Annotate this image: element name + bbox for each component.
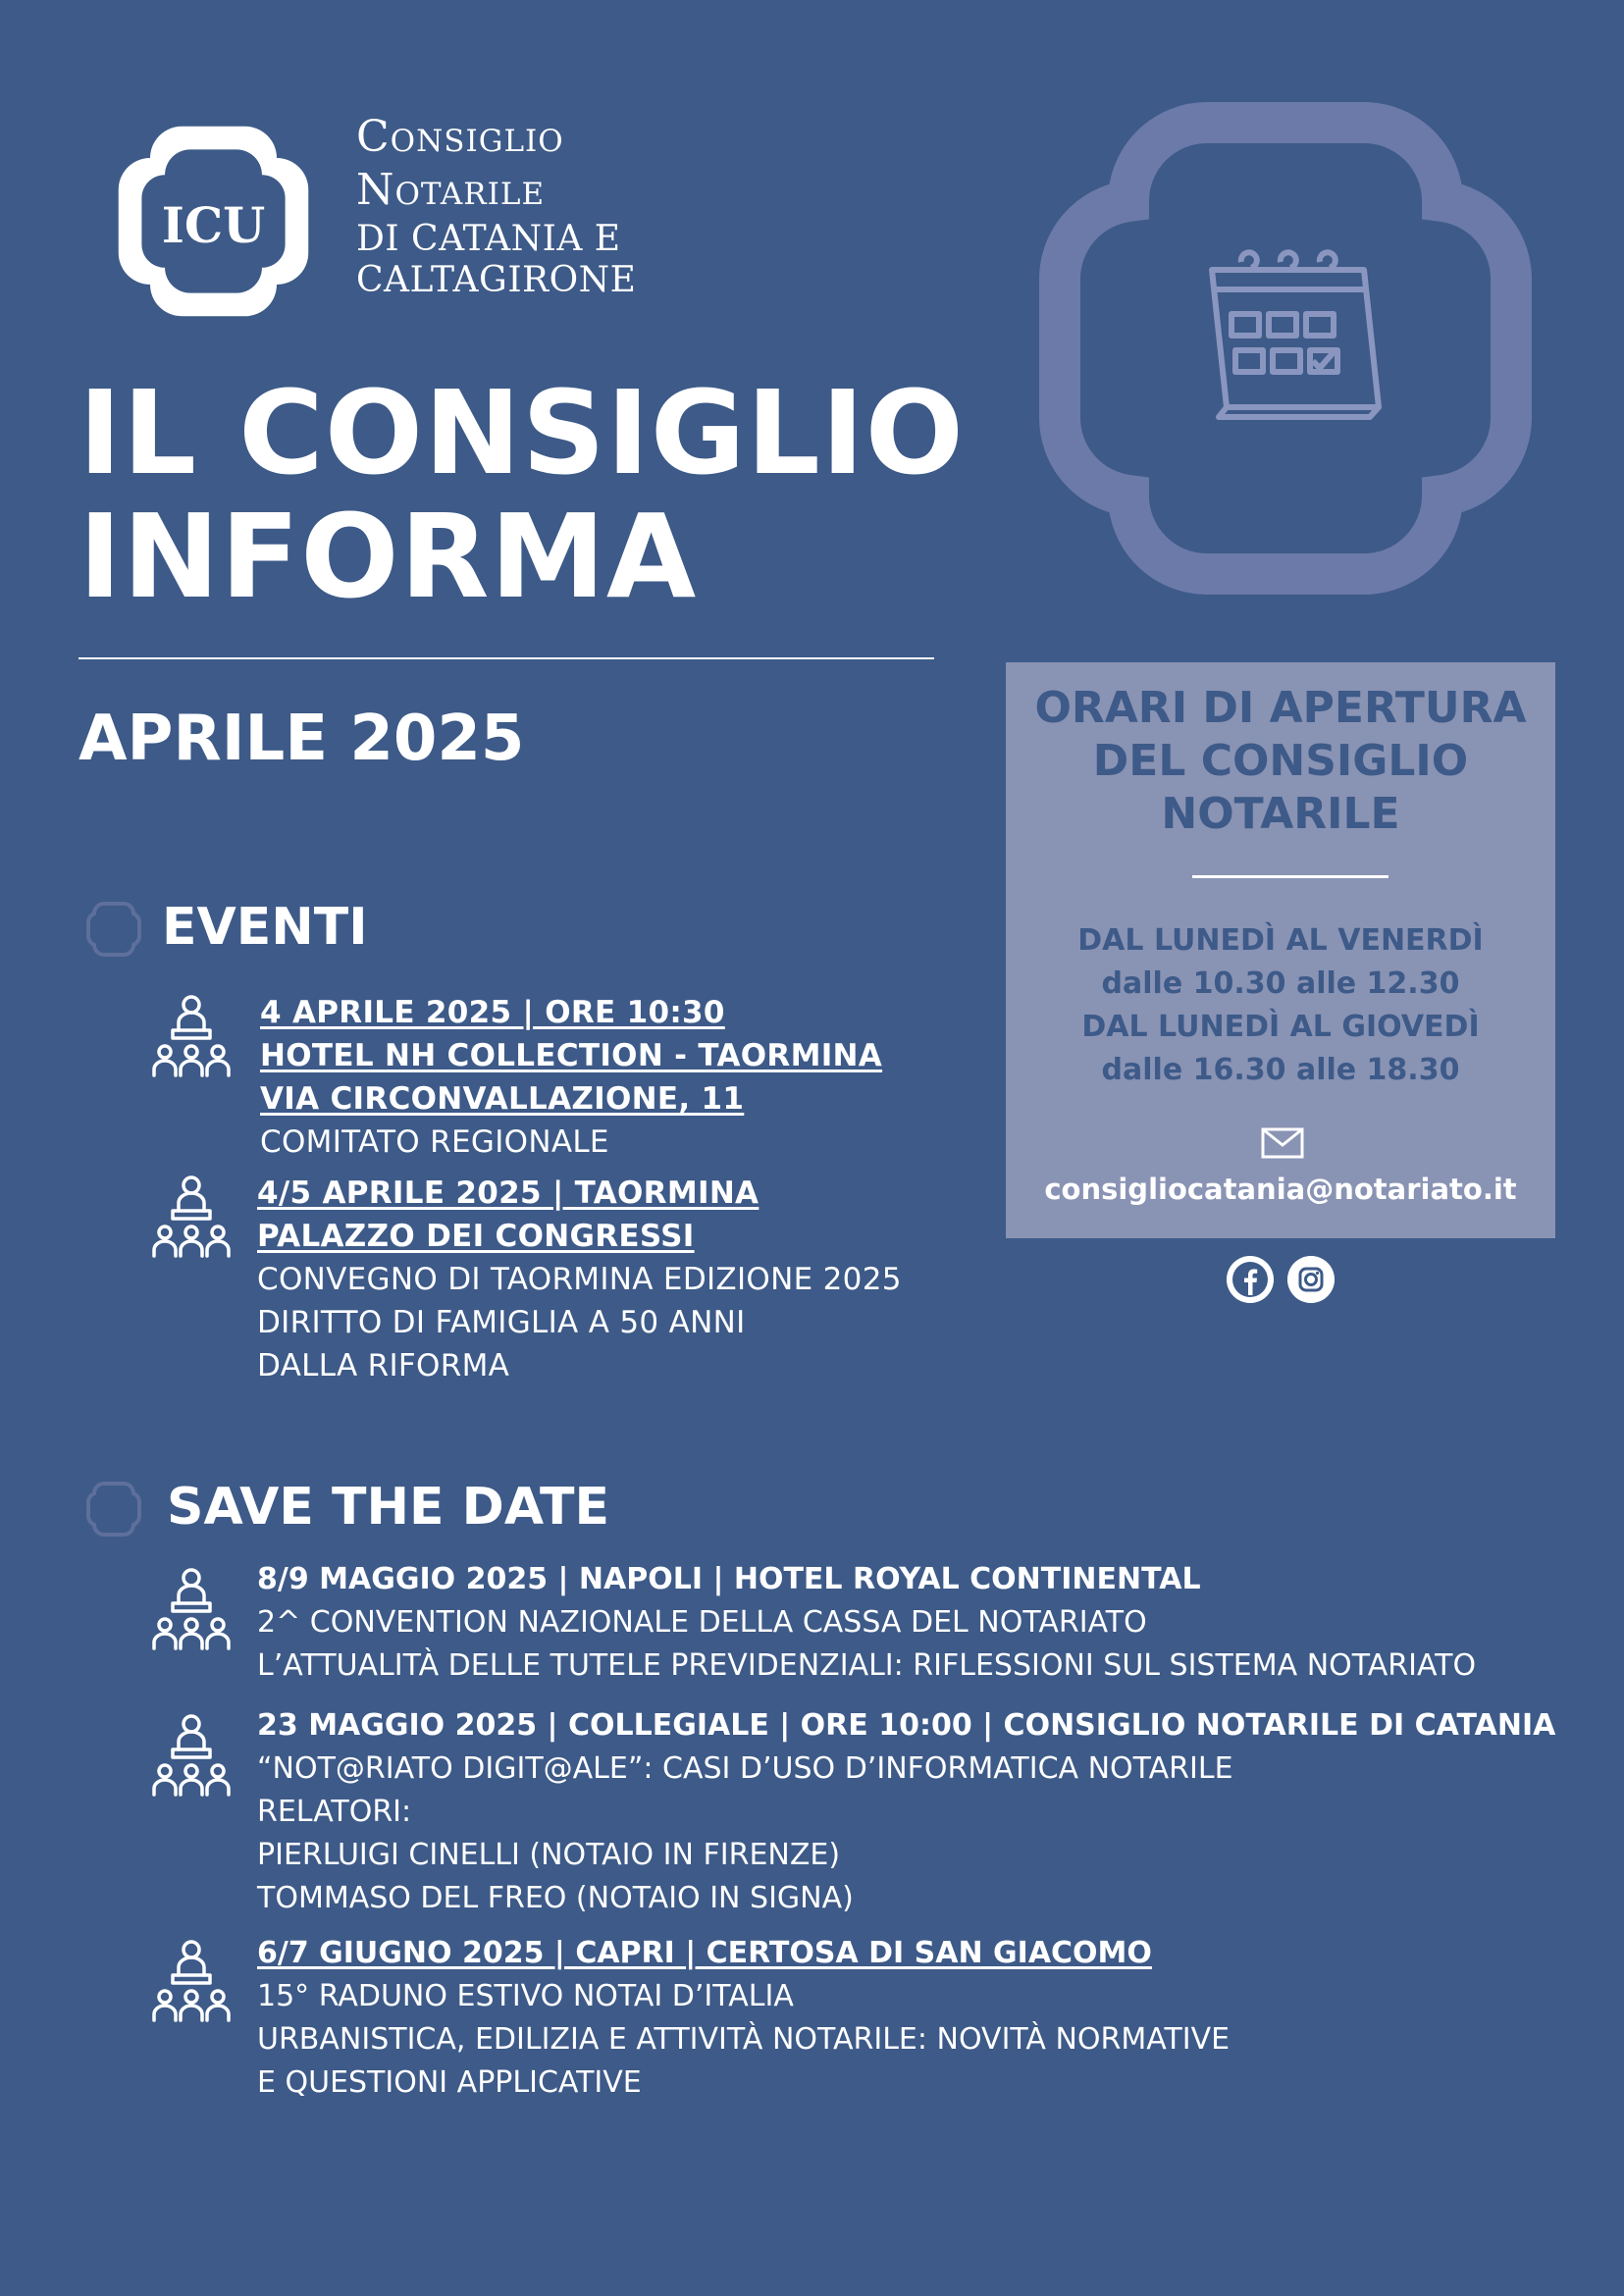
hours-title-line: ORARI DI APERTURA	[1034, 683, 1527, 733]
std-heading: 23 MAGGIO 2025 | COLLEGIALE | ORE 10:00 | CONSIGLIO NOTARILE DI CATANIA	[257, 1708, 1556, 1743]
logo-text	[356, 112, 637, 300]
std-heading: 6/7 GIUGNO 2025 | CAPRI | CERTOSA DI SAN GIACOMO	[257, 1936, 1152, 1970]
std-line: 2^ CONVENTION NAZIONALE DELLA CASSA DEL NOTARIATO	[257, 1605, 1147, 1640]
event-venue: HOTEL NH COLLECTION - TAORMINA	[260, 1038, 883, 1073]
std-line: L’ATTUALITÀ DELLE TUTELE PREVIDENZIALI: RIFLESSIONI SUL SISTEMA NOTARIATO	[257, 1648, 1477, 1683]
hours-title	[1006, 682, 1555, 841]
logo-line-1: Consiglio	[356, 112, 564, 162]
hours-line: DAL LUNEDÌ AL VENERDÌ	[1077, 923, 1484, 958]
audience-icon	[149, 1174, 234, 1262]
event-date: 4 APRILE 2025 | ORE 10:30	[260, 995, 725, 1030]
std-line: E QUESTIONI APPLICATIVE	[257, 2065, 642, 2100]
title-line-1: IL CONSIGLIO	[79, 365, 965, 500]
email-link[interactable]: consigliocatania@notariato.it	[1044, 1173, 1517, 1206]
event-date: 4/5 APRILE 2025 | TAORMINA	[257, 1175, 760, 1211]
event-description: DIRITTO DI FAMIGLIA A 50 ANNI	[257, 1305, 746, 1340]
event-address: VIA CIRCONVALLAZIONE, 11	[260, 1081, 745, 1117]
hours-line: dalle 10.30 alle 12.30	[1101, 966, 1460, 1001]
audience-icon	[149, 1938, 234, 2026]
logo-quatrefoil-icon	[108, 116, 319, 327]
hours-title-line: DEL CONSIGLIO	[1092, 736, 1469, 786]
std-line: “NOT@RIATO DIGIT@ALE”: CASI D’USO D’INFORMATICA NOTARILE	[257, 1751, 1233, 1786]
save-the-date-item	[257, 1932, 1230, 2105]
hours-title-line: NOTARILE	[1161, 789, 1400, 839]
instagram-icon[interactable]	[1287, 1256, 1335, 1303]
mail-icon	[1261, 1127, 1304, 1159]
audience-icon	[149, 1712, 234, 1800]
save-the-date-title: SAVE THE DATE	[167, 1478, 610, 1537]
event-description: DALLA RIFORMA	[257, 1348, 510, 1383]
title-line-2: INFORMA	[79, 489, 698, 624]
logo-line-3: DI CATANIA E	[356, 219, 621, 259]
std-line: TOMMASO DEL FREO (NOTAIO IN SIGNA)	[257, 1881, 854, 1915]
month-label: APRILE 2025	[79, 703, 525, 775]
audience-icon	[149, 993, 234, 1081]
opening-hours-box	[1006, 662, 1555, 1238]
audience-icon	[149, 1566, 234, 1654]
event-venue: PALAZZO DEI CONGRESSI	[257, 1219, 695, 1254]
event-description: CONVEGNO DI TAORMINA EDIZIONE 2025	[257, 1262, 902, 1297]
std-line: RELATORI:	[257, 1795, 412, 1829]
hours-schedule	[1006, 919, 1555, 1092]
logo-monogram: ICU	[161, 197, 266, 254]
section-quatrefoil-icon	[82, 898, 145, 961]
title-divider	[79, 657, 934, 659]
facebook-icon[interactable]	[1227, 1256, 1274, 1303]
eventi-title: EVENTI	[162, 898, 368, 957]
save-the-date-item	[257, 1704, 1555, 1920]
std-line: 15° RADUNO ESTIVO NOTAI D’ITALIA	[257, 1979, 794, 2013]
std-line: PIERLUIGI CINELLI (NOTAIO IN FIRENZE)	[257, 1838, 841, 1872]
event-description: COMITATO REGIONALE	[260, 1124, 609, 1160]
event-item	[257, 1172, 902, 1387]
event-item	[260, 991, 882, 1164]
hours-line: DAL LUNEDÌ AL GIOVEDÌ	[1081, 1010, 1480, 1044]
section-quatrefoil-icon	[82, 1478, 145, 1540]
hours-line: dalle 16.30 alle 18.30	[1101, 1053, 1460, 1087]
save-the-date-item	[257, 1558, 1476, 1688]
std-line: URBANISTICA, EDILIZIA E ATTIVITÀ NOTARILE: NOVITÀ NORMATIVE	[257, 2022, 1231, 2057]
page-title	[79, 365, 965, 624]
logo-line-4: CALTAGIRONE	[356, 260, 637, 300]
calendar-quatrefoil-icon	[1030, 93, 1541, 603]
hours-divider	[1192, 875, 1388, 878]
std-heading: 8/9 MAGGIO 2025 | NAPOLI | HOTEL ROYAL CONTINENTAL	[257, 1562, 1201, 1596]
logo-line-2: Notarile	[356, 165, 546, 215]
